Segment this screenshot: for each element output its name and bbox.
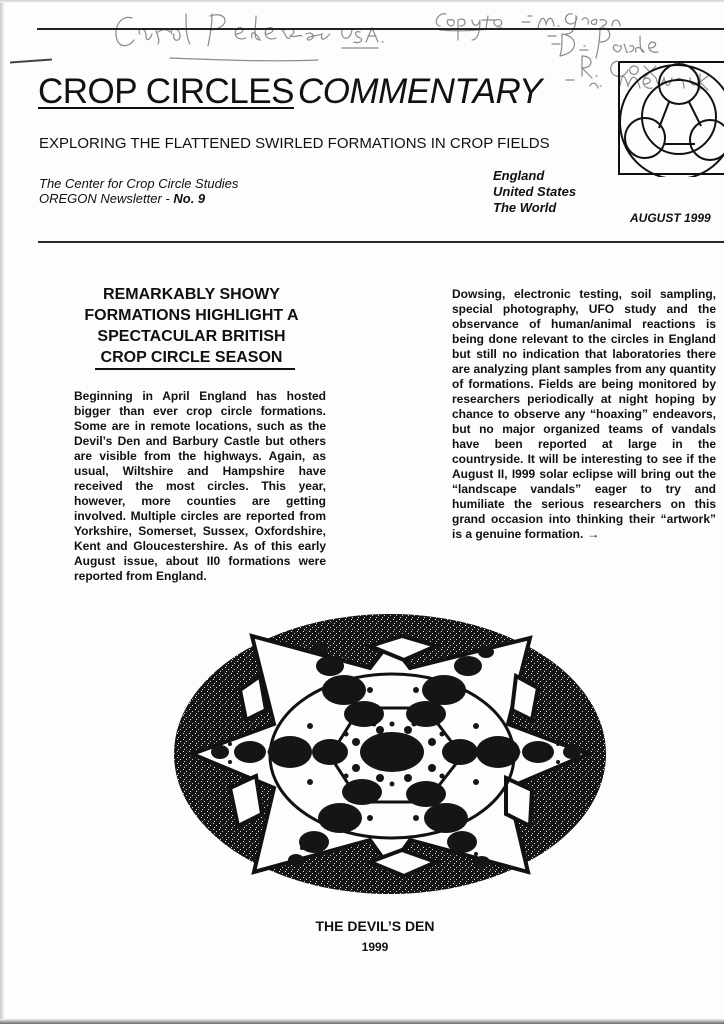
devils-den-formation-image bbox=[170, 606, 610, 904]
region-item: United States bbox=[493, 184, 577, 199]
article-paragraph-right bbox=[452, 287, 716, 542]
crop-circle-logo-icon bbox=[617, 60, 724, 177]
newsletter-subtitle: EXPLORING THE FLATTENED SWIRLED FORMATIONS IN CROP FIELDS bbox=[39, 135, 550, 152]
region-item: The World bbox=[493, 200, 557, 215]
headline-underline bbox=[95, 368, 295, 370]
figure-caption: THE DEVIL’S DEN bbox=[315, 918, 435, 934]
page-edge-shadow bbox=[0, 0, 4, 1024]
organization-info bbox=[39, 176, 238, 206]
regions-list bbox=[493, 168, 576, 216]
newsletter-title bbox=[38, 72, 542, 112]
figure-year: 1999 bbox=[361, 940, 389, 954]
header-rule-bottom bbox=[38, 241, 724, 243]
newsletter-issue-label: OREGON Newsletter - bbox=[39, 191, 174, 206]
continue-arrow-icon: → bbox=[587, 527, 600, 541]
organization-name: The Center for Crop Circle Studies bbox=[39, 176, 239, 191]
issue-number: No. 9 bbox=[173, 191, 206, 206]
title-commentary: COMMENTARY bbox=[297, 72, 542, 111]
article-paragraph-right-text: Dowsing, electronic testing, soil sampling, special photography, UFO study and the observance of human/animal reactions is being done relevant to the circles in England but still no indication that laboratories there are analyzing plant samples from any quantity of formations. Fields are being monitored by researchers periodically at night hoping by chance to observe any “hoaxing” endeavors, but no major organized teams of vandals have been reported at large in the countryside. It will be interesting to see if the August II, I999 solar eclipse will bring out the “landscape vandals” eager to try and humiliate the serious researchers on this grand occasion into thinking their “artwork” is a genuine formation. bbox=[452, 287, 716, 541]
article-paragraph-left: Beginning in April England has hosted bigger than ever crop circle formations. Some are in remote locations, such as the Devil’s Den and Barbury Castle but others are visible from the highways. Again, as usual, Wiltshire and Hampshire have received the most circles. This year, however, more counties are getting involved. Multiple circles are reported from Yorkshire, Somerset, Sussex, Oxfordshire, Kent and Gloucestershire. As of this early August issue, about II0 formations were reported from England. bbox=[74, 389, 326, 583]
header-rule-top bbox=[37, 28, 724, 30]
title-crop-circles: CROP CIRCLES bbox=[38, 72, 294, 111]
page-edge-shadow-bottom bbox=[0, 1019, 724, 1024]
article-headline: REMARKABLY SHOWY FORMATIONS HIGHLIGHT A SPECTACULAR BRITISH CROP CIRCLE SEASON bbox=[84, 286, 299, 366]
newsletter-issue bbox=[39, 191, 238, 206]
issue-date: AUGUST 1999 bbox=[630, 211, 711, 225]
region-item: England bbox=[493, 168, 545, 183]
